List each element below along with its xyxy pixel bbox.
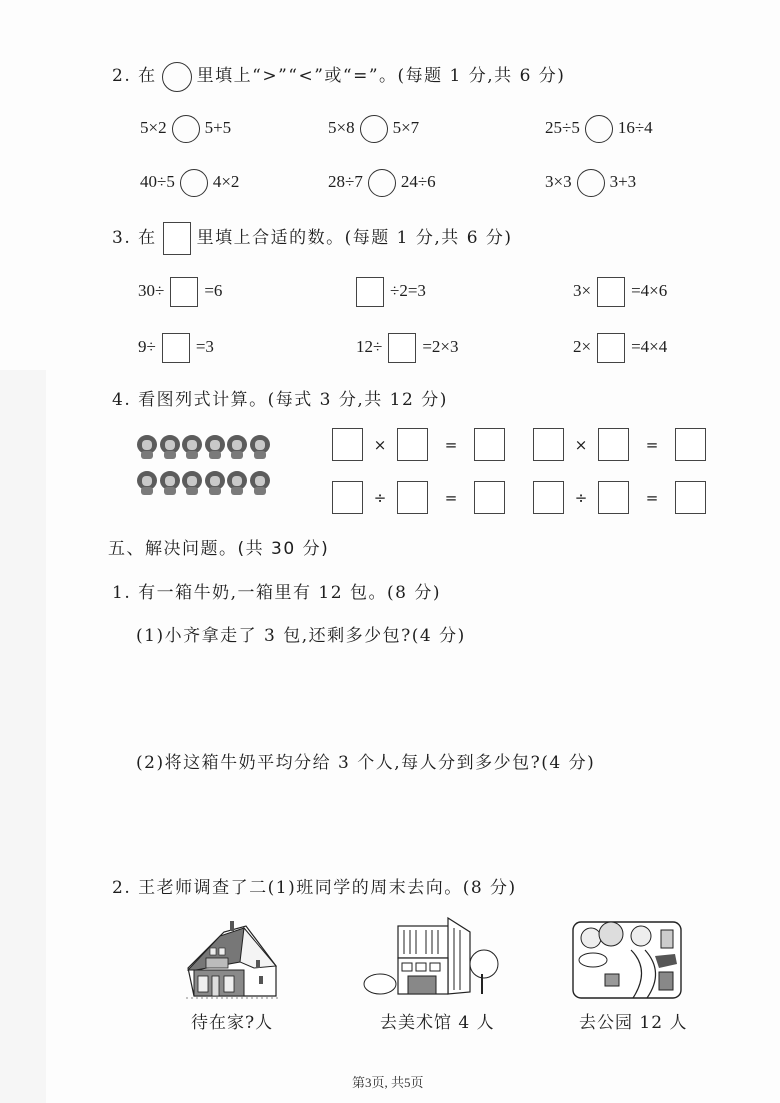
q3-title-post: 里填上合适的数。(每题 1 分,共 6 分): [196, 228, 513, 248]
circle-blank-icon: [162, 62, 192, 92]
lion-icon: [137, 471, 157, 495]
q2-left: 28÷7: [328, 171, 363, 191]
q4-equation-multiply-2: [527, 428, 712, 461]
lion-icon: [227, 471, 247, 495]
answer-box[interactable]: [388, 333, 416, 363]
caption-home: 待在家?人: [191, 1013, 274, 1033]
square-blank-icon: [163, 222, 191, 255]
equals-sign: =: [645, 488, 659, 507]
q2-left: 40÷5: [140, 171, 175, 191]
park-icon: [571, 920, 683, 1000]
q3-before: 9÷: [138, 336, 156, 356]
answer-box[interactable]: [474, 428, 505, 461]
q3-after: =4×6: [631, 280, 668, 300]
q4-equation-multiply-1: [326, 428, 511, 461]
page-footer: 第3页, 共5页: [352, 1075, 424, 1090]
answer-circle[interactable]: [577, 169, 605, 197]
page-edge-shade: [0, 370, 46, 1103]
q2-number: 2.: [112, 66, 132, 86]
q2-left: 5×2: [140, 117, 167, 137]
answer-circle[interactable]: [180, 169, 208, 197]
q2-title-pre: 在: [138, 66, 157, 86]
answer-box[interactable]: [597, 333, 625, 363]
q2-item-4: [140, 169, 239, 197]
q3-after: =4×4: [631, 336, 668, 356]
art-museum-icon: [360, 914, 500, 1000]
lion-icon: [182, 435, 202, 459]
house-icon: [184, 918, 280, 1002]
q2-left: 5×8: [328, 117, 355, 137]
q3-after: =2×3: [422, 336, 459, 356]
answer-box[interactable]: [533, 428, 564, 461]
answer-box[interactable]: [675, 481, 706, 514]
q4-equation-divide-1: [326, 481, 511, 514]
q2-item-6: [545, 169, 636, 197]
answer-box[interactable]: [597, 277, 625, 307]
q2-right: 5+5: [204, 117, 232, 137]
q2-right: 4×2: [212, 171, 240, 191]
lion-icon: [250, 435, 270, 459]
answer-box[interactable]: [356, 277, 384, 307]
lion-icon: [160, 471, 180, 495]
answer-box[interactable]: [675, 428, 706, 461]
q2-right: 16÷4: [617, 117, 653, 137]
lion-row: [137, 435, 272, 461]
lion-icon: [205, 435, 225, 459]
equals-sign: =: [444, 435, 458, 454]
answer-circle[interactable]: [585, 115, 613, 143]
q2-title-post: 里填上“>”“<”或“=”。(每题 1 分,共 6 分): [196, 66, 566, 86]
lion-icon: [250, 471, 270, 495]
answer-box[interactable]: [332, 428, 363, 461]
equals-sign: =: [645, 435, 659, 454]
q3-before: 30÷: [138, 280, 165, 300]
problem1-sub2: (2)将这箱牛奶平均分给 3 个人,每人分到多少包?(4 分): [136, 753, 596, 773]
lion-icon: [160, 435, 180, 459]
answer-box[interactable]: [598, 481, 629, 514]
divide-sign: ÷: [574, 488, 588, 507]
q3-after: ÷2=3: [390, 280, 426, 300]
q2-right: 5×7: [392, 117, 420, 137]
answer-box[interactable]: [170, 277, 198, 307]
q2-item-2: [328, 115, 419, 143]
answer-box[interactable]: [397, 481, 428, 514]
q3-item-4: [138, 333, 214, 363]
answer-box[interactable]: [533, 481, 564, 514]
answer-box[interactable]: [397, 428, 428, 461]
q2-item-1: [140, 115, 231, 143]
q3-before: 12÷: [356, 336, 383, 356]
answer-box[interactable]: [474, 481, 505, 514]
q4-title: 4. 看图列式计算。(每式 3 分,共 12 分): [112, 390, 448, 410]
q3-after: =3: [195, 336, 214, 356]
q2-left: 25÷5: [545, 117, 580, 137]
q2-right: 3+3: [609, 171, 637, 191]
answer-box[interactable]: [332, 481, 363, 514]
q3-title-pre: 在: [138, 228, 157, 248]
q3-after: =6: [204, 280, 223, 300]
answer-area-2[interactable]: [136, 777, 696, 867]
q3-before: 2×: [573, 336, 592, 356]
lion-icon: [205, 471, 225, 495]
lion-picture: [137, 435, 272, 497]
answer-circle[interactable]: [368, 169, 396, 197]
answer-circle[interactable]: [360, 115, 388, 143]
lion-icon: [227, 435, 247, 459]
section5-heading: 五、解决问题。(共 30 分): [108, 539, 330, 559]
answer-area-1[interactable]: [136, 650, 696, 745]
lion-icon: [182, 471, 202, 495]
answer-circle[interactable]: [172, 115, 200, 143]
q3-number: 3.: [112, 228, 132, 248]
q2-left: 3×3: [545, 171, 572, 191]
q2-right: 24÷6: [400, 171, 436, 191]
divide-sign: ÷: [373, 488, 387, 507]
times-sign: ×: [574, 435, 588, 454]
q3-item-3: [573, 277, 667, 307]
q2-item-3: [545, 115, 653, 143]
equals-sign: =: [444, 488, 458, 507]
q3-item-6: [573, 333, 667, 363]
q3-title: [112, 222, 513, 255]
q3-item-5: [356, 333, 459, 363]
times-sign: ×: [373, 435, 387, 454]
problem1-sub1: (1)小齐拿走了 3 包,还剩多少包?(4 分): [136, 626, 466, 646]
problem1-title: 1. 有一箱牛奶,一箱里有 12 包。(8 分): [112, 583, 441, 603]
answer-box[interactable]: [598, 428, 629, 461]
lion-row: [137, 471, 272, 497]
caption-park: 去公园 12 人: [579, 1013, 688, 1033]
answer-box[interactable]: [162, 333, 190, 363]
q2-item-5: [328, 169, 436, 197]
q3-item-1: [138, 277, 222, 307]
problem2-title: 2. 王老师调查了二(1)班同学的周末去向。(8 分): [112, 878, 517, 898]
q4-equation-divide-2: [527, 481, 712, 514]
caption-art-museum: 去美术馆 4 人: [380, 1013, 495, 1033]
q3-item-2: [350, 277, 426, 307]
q2-title: [112, 61, 565, 92]
q3-before: 3×: [573, 280, 592, 300]
lion-icon: [137, 435, 157, 459]
